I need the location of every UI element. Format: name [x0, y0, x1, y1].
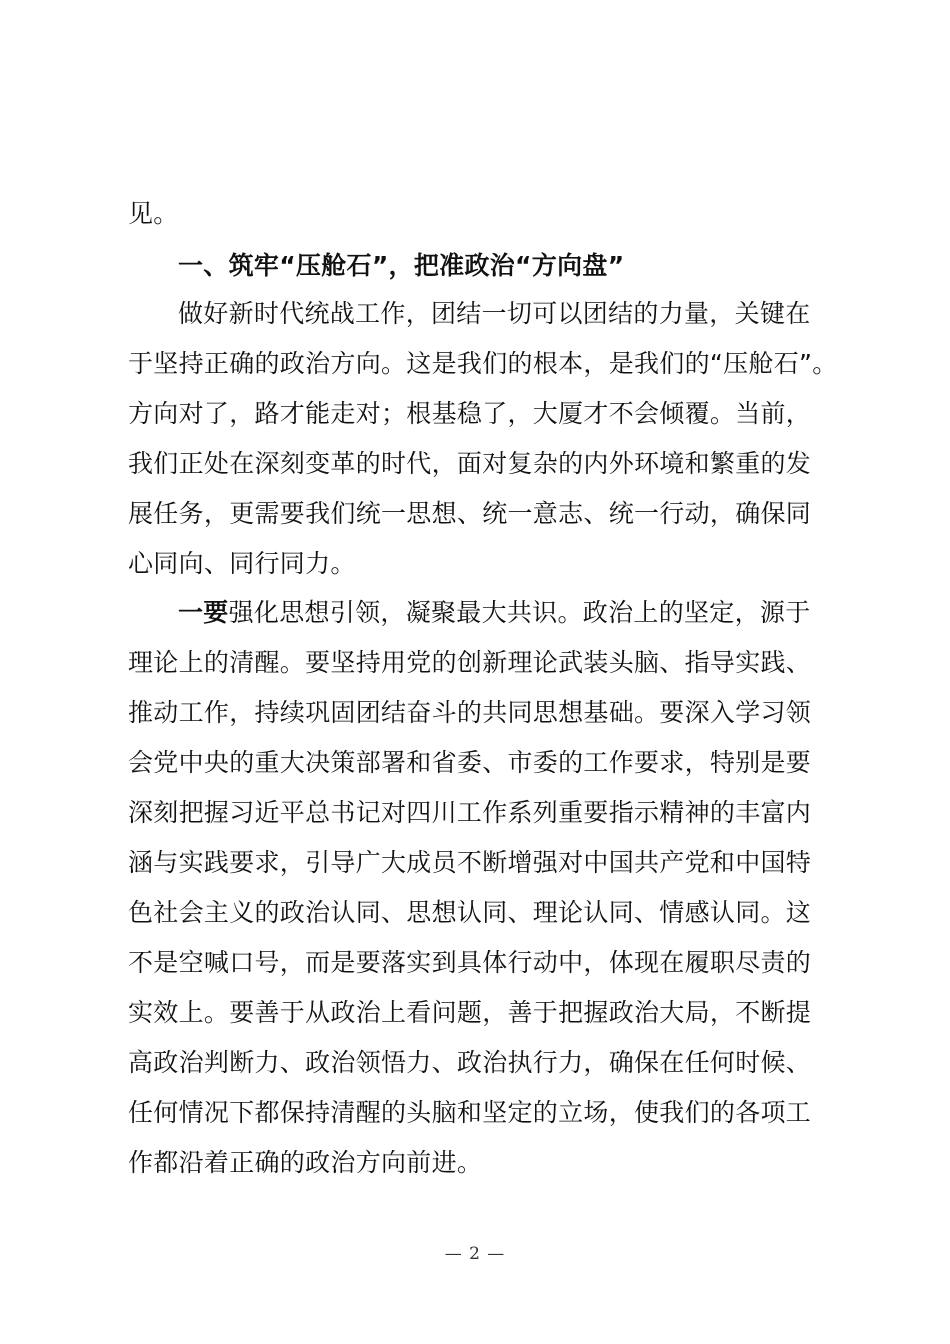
body-line: 深刻把握习近平总书记对四川工作系列重要指示精神的丰富内	[128, 798, 812, 827]
body-line: 心同向、同行同力。	[128, 549, 356, 578]
body-line: 作都沿着正确的政治方向前进。	[128, 1148, 483, 1177]
body-line: 高政治判断力、政治领悟力、政治执行力，确保在任何时候、	[128, 1048, 812, 1077]
body-line: 理论上的清醒。要坚持用党的创新理论武装头脑、指导实践、	[128, 648, 812, 677]
body-line: 推动工作，持续巩固团结奋斗的共同思想基础。要深入学习领	[128, 698, 812, 727]
body-line: 我们正处在深刻变革的时代，面对复杂的内外环境和繁重的发	[128, 449, 812, 478]
body-line: 做好新时代统战工作，团结一切可以团结的力量，关键在	[178, 299, 811, 328]
body-text: 强化思想引领，凝聚最大共识。政治上的坚定，源于	[228, 598, 811, 627]
section-heading: 一、筑牢“压舱石”，把准政治“方向盘”	[178, 251, 625, 280]
body-line: 会党中央的重大决策部署和省委、市委的工作要求，特别是要	[128, 748, 812, 777]
body-line: 任何情况下都保持清醒的头脑和坚定的立场，使我们的各项工	[128, 1098, 812, 1127]
body-line: 于坚持正确的政治方向。这是我们的根本，是我们的“压舱石”。	[128, 349, 838, 378]
body-line: 涵与实践要求，引导广大成员不断增强对中国共产党和中国特	[128, 848, 812, 877]
body-line: 展任务，更需要我们统一思想、统一意志、统一行动，确保同	[128, 499, 812, 528]
body-line-with-lead	[178, 597, 878, 629]
body-line: 实效上。要善于从政治上看问题，善于把握政治大局，不断提	[128, 998, 812, 1027]
body-line: 不是空喊口号，而是要落实到具体行动中，体现在履职尽责的	[128, 948, 812, 977]
page-number: — 2 —	[444, 1244, 506, 1264]
body-line: 见。	[128, 199, 179, 228]
bold-lead-text: 一要	[178, 598, 229, 627]
body-line: 色社会主义的政治认同、思想认同、理论认同、情感认同。这	[128, 898, 812, 927]
body-line: 方向对了，路才能走对；根基稳了，大厦才不会倾覆。当前，	[128, 399, 812, 428]
